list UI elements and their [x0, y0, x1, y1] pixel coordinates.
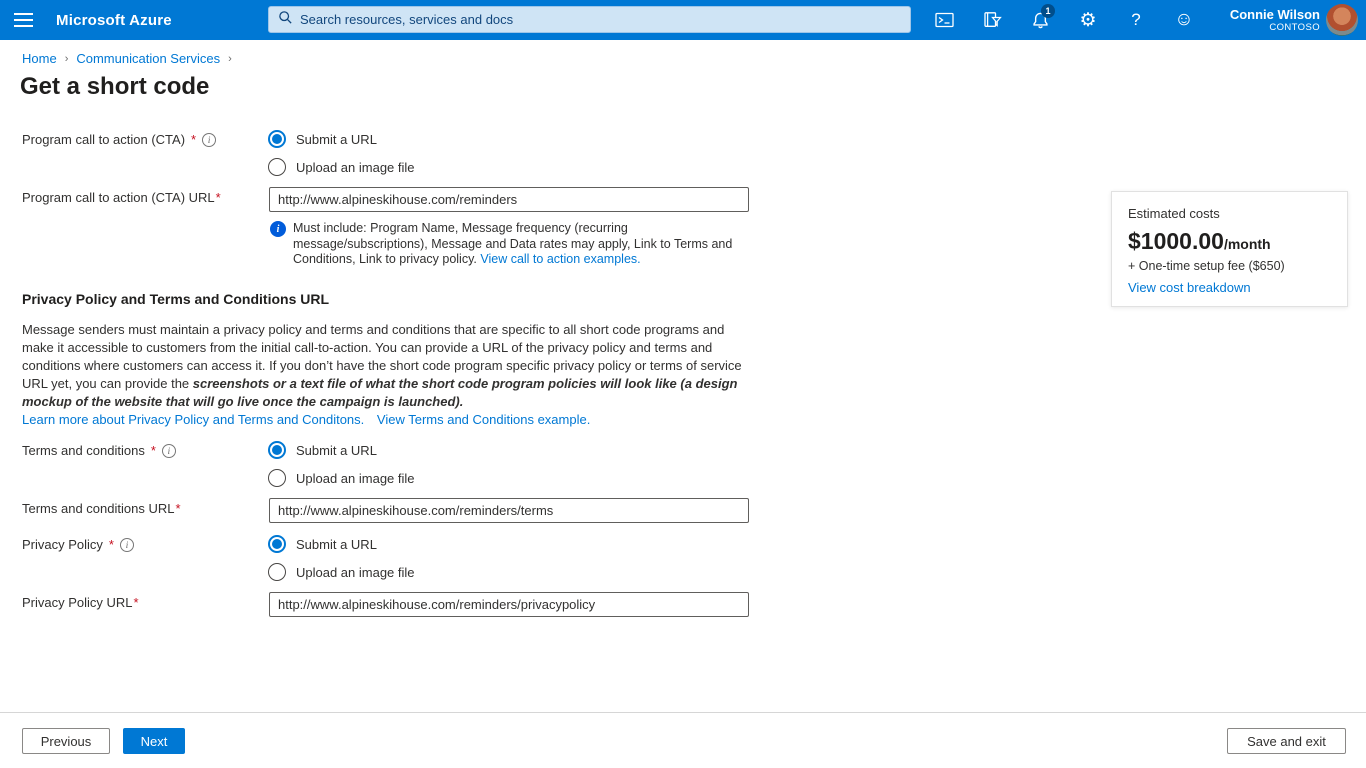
topbar-icons	[920, 0, 1208, 40]
terms-radio-submit-url[interactable]: Submit a URL	[268, 441, 377, 459]
cta-url-input[interactable]	[269, 187, 749, 212]
cost-period: /month	[1223, 236, 1271, 252]
info-icon[interactable]: i	[120, 538, 134, 552]
account-menu[interactable]	[1230, 0, 1320, 40]
breadcrumb	[22, 51, 232, 66]
privacy-url-input[interactable]	[269, 592, 749, 617]
notification-badge: 1	[1041, 4, 1055, 18]
azure-brand[interactable]: Microsoft Azure	[56, 11, 172, 29]
feedback-smiley-icon[interactable]: ☺	[1174, 9, 1194, 30]
radio-unselected-icon	[268, 158, 286, 176]
cta-info-note: Must include: Program Name, Message frequency (recurring message/subscriptions), Message and Data rates may apply, Link to Terms and Conditions, Link to privacy policy. View call to action examples.	[293, 221, 733, 266]
cta-radio-submit-url[interactable]: Submit a URL	[268, 130, 377, 148]
menu-button[interactable]	[0, 0, 46, 40]
settings-gear-icon[interactable]: ⚙	[1079, 9, 1097, 31]
user-org: CONTOSO	[1269, 22, 1320, 33]
privacy-radio-submit-url[interactable]: Submit a URL	[268, 535, 377, 553]
global-search[interactable]	[268, 6, 911, 33]
help-icon[interactable]: ?	[1131, 10, 1141, 29]
info-icon[interactable]: i	[202, 133, 216, 147]
terms-radio-upload-image[interactable]: Upload an image file	[268, 469, 415, 487]
search-icon	[278, 10, 293, 30]
estimated-costs-card	[1111, 191, 1348, 307]
radio-unselected-icon	[268, 469, 286, 487]
cta-url-label: Program call to action (CTA) URL *	[22, 190, 221, 205]
chevron-right-icon: ›	[64, 52, 69, 65]
search-input[interactable]	[300, 12, 901, 27]
user-name: Connie Wilson	[1229, 7, 1320, 22]
cost-card-title: Estimated costs	[1128, 206, 1220, 221]
breadcrumb-communication-services[interactable]: Communication Services	[76, 51, 221, 66]
directory-filter-icon[interactable]	[968, 0, 1016, 40]
avatar[interactable]	[1326, 4, 1358, 36]
radio-selected-icon	[268, 535, 286, 553]
radio-selected-icon	[268, 130, 286, 148]
topbar	[0, 0, 1366, 40]
info-filled-icon: i	[270, 221, 286, 237]
radio-selected-icon	[268, 441, 286, 459]
cta-radio-upload-image[interactable]: Upload an image file	[268, 158, 415, 176]
cost-setup-fee: + One-time setup fee ($650)	[1128, 259, 1285, 273]
view-cta-examples-link[interactable]: View call to action examples.	[480, 252, 641, 266]
save-and-exit-button[interactable]: Save and exit	[1227, 728, 1346, 754]
view-cost-breakdown-link[interactable]: View cost breakdown	[1128, 280, 1251, 295]
terms-url-input[interactable]	[269, 498, 749, 523]
cloud-shell-icon[interactable]	[920, 0, 968, 40]
page-title: Get a short code	[20, 73, 210, 100]
privacy-radio-upload-image[interactable]: Upload an image file	[268, 563, 415, 581]
cost-amount: $1000.00	[1128, 228, 1224, 254]
previous-button[interactable]: Previous	[22, 728, 110, 754]
next-button[interactable]: Next	[123, 728, 185, 754]
privacy-url-label: Privacy Policy URL *	[22, 595, 139, 610]
cta-label: Program call to action (CTA) * i	[22, 132, 216, 147]
terms-url-label: Terms and conditions URL *	[22, 501, 181, 516]
terms-label: Terms and conditions * i	[22, 443, 176, 458]
notifications-icon[interactable]	[1016, 0, 1064, 40]
privacy-label: Privacy Policy * i	[22, 537, 134, 552]
chevron-right-icon: ›	[228, 52, 232, 65]
breadcrumb-home[interactable]: Home	[22, 51, 57, 66]
info-icon[interactable]: i	[162, 444, 176, 458]
view-terms-example-link[interactable]: View Terms and Conditions example.	[376, 412, 591, 427]
section-paragraph: Message senders must maintain a privacy policy and terms and conditions that are specific to all short code programs and make it accessible to customers from the initial call-to-action. You can provide a URL of the privacy policy and terms and conditions where customers can access it. If you don’t have the short code program specific privacy policy or terms of service URL yet, you can provide the screenshots or a text file of what the short code program policies will look like (a design mockup of the website that will go live once the campaign is launched). Learn more about Privacy Policy and Terms and Conditons. View Terms and Conditions example.	[22, 322, 742, 427]
learn-more-link[interactable]: Learn more about Privacy Policy and Terms and Conditons.	[22, 412, 365, 427]
section-heading: Privacy Policy and Terms and Conditions URL	[22, 291, 330, 307]
footer-divider	[0, 712, 1366, 713]
radio-unselected-icon	[268, 563, 286, 581]
